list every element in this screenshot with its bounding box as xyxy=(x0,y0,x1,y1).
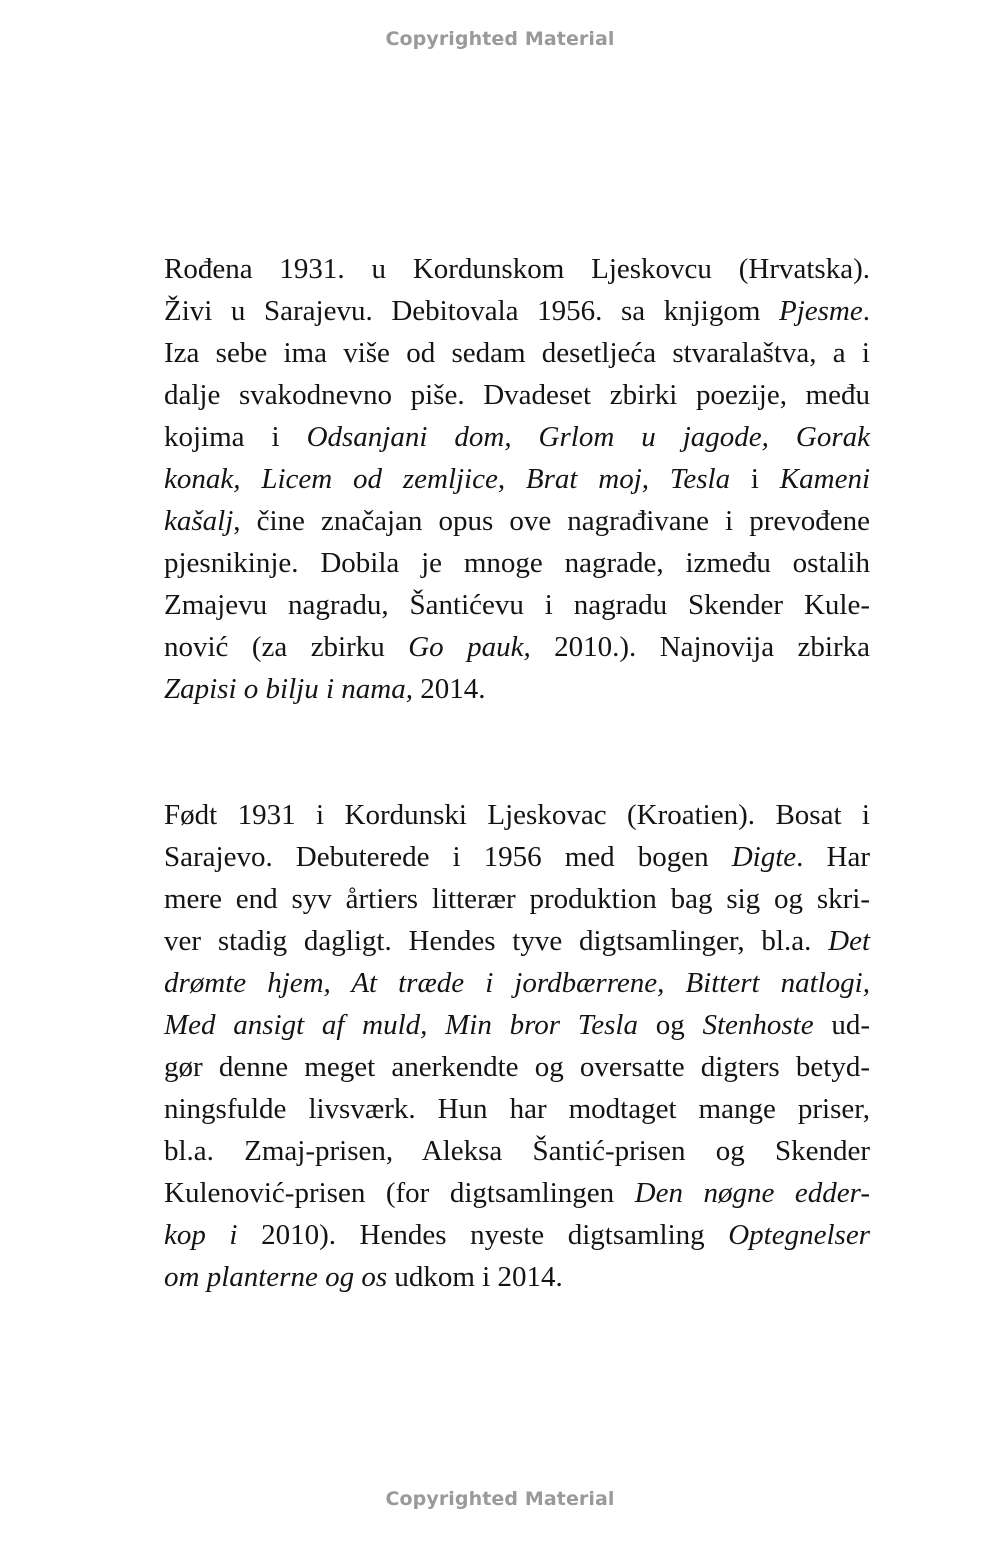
body-text: mere end syv årtiers litterær produktion bag sig og skri- xyxy=(164,883,870,915)
text-line xyxy=(164,248,870,290)
body-text: Født 1931 i Kordunski Ljeskovac (Kroatien). Bosat i xyxy=(164,799,870,831)
watermark-bottom: Copyrighted Material xyxy=(385,1488,615,1510)
text-line xyxy=(164,668,870,710)
text-line xyxy=(164,290,870,332)
text-line xyxy=(164,878,870,920)
body-text: pjesnikinje. Dobila je mnoge nagrade, između ostalih xyxy=(164,547,870,579)
body-text: i xyxy=(730,463,780,495)
watermark-top: Copyrighted Material xyxy=(385,28,615,50)
body-text: ver stadig dagligt. Hendes tyve digtsamlinger, bl.a. xyxy=(164,925,829,957)
italic-title-text: Med ansigt af muld, Min bror Tesla xyxy=(164,1009,638,1041)
text-line xyxy=(164,962,870,1004)
text-line xyxy=(164,1004,870,1046)
text-line xyxy=(164,1256,870,1298)
italic-title-text: Den nøgne edder- xyxy=(634,1177,870,1209)
text-line xyxy=(164,500,870,542)
body-text: ud- xyxy=(813,1009,870,1041)
italic-title-text: Optegnelser xyxy=(728,1219,870,1251)
body-text: bl.a. Zmaj-prisen, Aleksa Šantić-prisen og Skender xyxy=(164,1135,870,1167)
body-text: Zmajevu nagradu, Šantićevu i nagradu Skender Kule- xyxy=(164,589,870,621)
body-text: 2010). Hendes nyeste digtsamling xyxy=(237,1219,729,1251)
body-text: kojima i xyxy=(164,421,307,453)
body-text: Kulenović-prisen (for digtsamlingen xyxy=(164,1177,635,1209)
text-line xyxy=(164,920,870,962)
italic-title-text: om planterne og os xyxy=(164,1261,388,1293)
body-text: , čine značajan opus ove nagrađivane i prevođene xyxy=(233,505,870,537)
italic-title-text: Det xyxy=(828,925,870,957)
body-text: Sarajevo. Debuterede i 1956 med bogen xyxy=(164,841,732,873)
italic-title-text: Zapisi o bilju i nama, xyxy=(164,673,413,705)
text-line xyxy=(164,458,870,500)
italic-title-text: Odsanjani dom, Grlom u jagode, Gorak xyxy=(306,421,870,453)
italic-title-text: konak, Licem od zemljice, Brat moj, Tesla xyxy=(164,463,731,495)
text-line xyxy=(164,416,870,458)
body-text: Rođena 1931. u Kordunskom Ljeskovcu (Hrvatska). xyxy=(164,253,870,285)
italic-title-text: drømte hjem, At træde i jordbærrene, Bittert natlogi, xyxy=(164,967,870,999)
text-line xyxy=(164,1088,870,1130)
body-text: . Har xyxy=(796,841,870,873)
body-text: 2014. xyxy=(412,673,486,705)
italic-title-text: Go pauk, xyxy=(408,631,531,663)
text-line xyxy=(164,374,870,416)
text-line xyxy=(164,1130,870,1172)
text-line xyxy=(164,836,870,878)
text-line xyxy=(164,1172,870,1214)
italic-title-text: Stenhoste xyxy=(702,1009,814,1041)
body-text: . xyxy=(862,295,870,327)
body-text: nović (za zbirku xyxy=(164,631,409,663)
body-text: ningsfulde livsværk. Hun har modtaget mange priser, xyxy=(164,1093,870,1125)
body-text: gør denne meget anerkendte og oversatte digters betyd- xyxy=(164,1051,870,1083)
text-line xyxy=(164,794,870,836)
body-text: Iza sebe ima više od sedam desetljeća stvaralaštva, a i xyxy=(164,337,870,369)
italic-title-text: kašalj xyxy=(164,505,234,537)
italic-title-text: Pjesme xyxy=(779,295,863,327)
body-text: 2010.). Najnovija zbirka xyxy=(530,631,870,663)
text-line xyxy=(164,1046,870,1088)
italic-title-text: Digte xyxy=(731,841,797,873)
text-line xyxy=(164,1214,870,1256)
body-text: dalje svakodnevno piše. Dvadeset zbirki poezije, među xyxy=(164,379,870,411)
text-line xyxy=(164,332,870,374)
body-text: udkom i 2014. xyxy=(387,1261,563,1293)
body-text: Živi u Sarajevu. Debitovala 1956. sa knjigom xyxy=(164,295,779,327)
text-line xyxy=(164,542,870,584)
italic-title-text: kop i xyxy=(164,1219,238,1251)
text-line xyxy=(164,584,870,626)
body-text: og xyxy=(637,1009,703,1041)
italic-title-text: Kameni xyxy=(779,463,870,495)
text-line xyxy=(164,626,870,668)
